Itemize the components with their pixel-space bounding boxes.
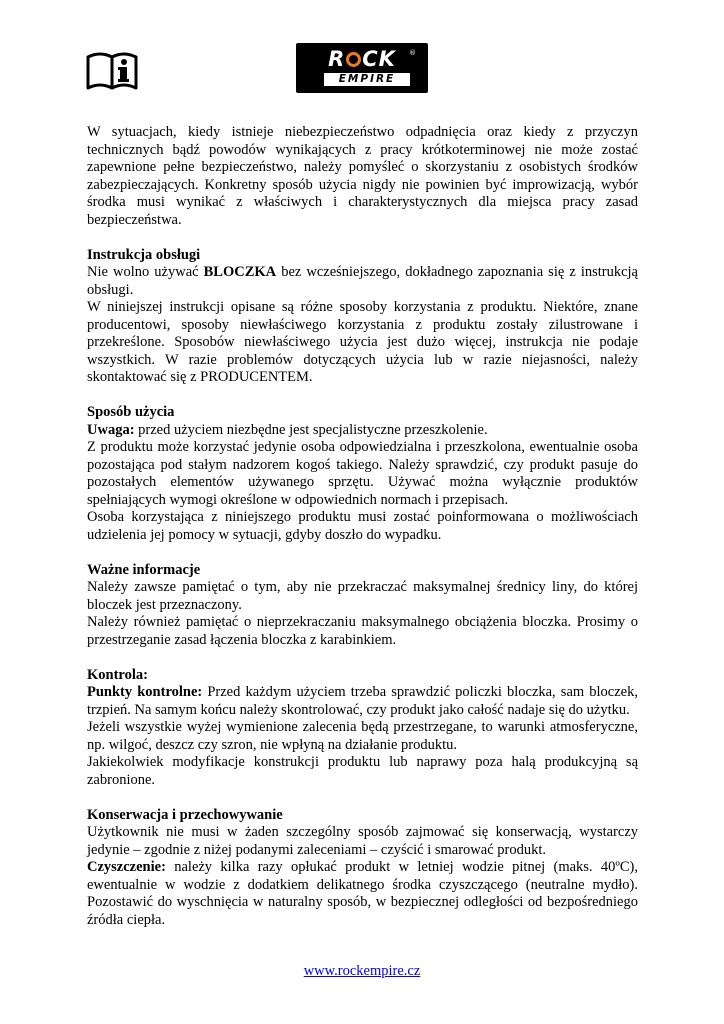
punkty-label: Punkty kontrolne:: [87, 684, 203, 700]
wazne-paragraph-2: Należy również pamiętać o nieprzekraczaniu maksymalnego obciążenia bloczka. Prosimy o przestrzeganie zasad łączenia bloczka z karabinkiem.: [87, 614, 638, 648]
page-header: [0, 40, 724, 100]
kontrola-paragraph-2: Jeżeli wszystkie wyżej wymienione zalecenia będą przestrzegane, to warunki atmosferyczne, np. wilgoć, deszcz czy szron, nie wpłyną na działanie produktu.: [87, 719, 638, 753]
kontrola-paragraph-1: Punkty kontrolne: Przed każdym użyciem trzeba sprawdzić policzki bloczka, sam bloczek, trzpień. Na samym końcu należy skontrolować, czy produkt jako całość nadaje się do użytku.: [87, 684, 638, 718]
logo-empire-text: EMPIRE: [324, 73, 410, 86]
section-heading-wazne: Ważne informacje: [87, 561, 201, 578]
page-footer: [0, 963, 724, 980]
document-body: [87, 124, 638, 929]
konserwacja-paragraph-2: Czyszczenie: należy kilka razy opłukać produkt w letniej wodzie pitnej (maks. 40ºC), ewentualnie w wodzie z dodatkiem delikatnego środka czyszczącego (neutralne mydło). Pozostawić do wyschnięcia w naturalny sposób, w bezpiecznej odległości od bezpośredniego źródła ciepła.: [87, 859, 638, 928]
uwaga-label: Uwaga:: [87, 421, 135, 438]
sposob-paragraph-2: Z produktu może korzystać jedynie osoba odpowiedzialna i przeszkolona, ewentualnie osoba pozostająca pod stałym nadzorem kogoś takiego. Należy sprawdzić, czy produkt pasuje do pozostałych elementów używanego sprzętu. Używać można wyłącznie produktów spełniających wymogi określone w odpowiednich normach i przepisach.: [87, 439, 638, 508]
instrukcja-paragraph-2: W niniejszej instrukcji opisane są różne sposoby korzystania z produktu. Niektóre, znane producentowi, sposoby niewłaściwego korzystania z produktu zostały zilustrowane i przekreślone. Sposobów niewłaściwego użycia jest dużo więcej, instrukcja nie podaje wszystkich. W razie problemów dotyczących użycia lub w razie niejasności, należy skontaktować się z PRODUCENTEM.: [87, 299, 638, 385]
logo-o-ring: [346, 52, 361, 67]
section-heading-konserwacja: Konserwacja i przechowywanie: [87, 806, 283, 823]
section-heading-sposob: Sposób użycia: [87, 404, 175, 420]
section-heading-instrukcja: Instrukcja obsługi: [87, 246, 201, 263]
logo-registered: ®: [409, 49, 416, 57]
kontrola-paragraph-3: Jakiekolwiek modyfikacje konstrukcji produktu lub naprawy poza halą produkcyjną są zabronione.: [87, 754, 638, 788]
website-link[interactable]: www.rockempire.cz: [303, 963, 421, 979]
rock-empire-logo: [296, 43, 428, 93]
logo-ck: CK: [362, 47, 396, 71]
sposob-paragraph-1: Uwaga: przed użyciem niezbędne jest specjalistyczne przeszkolenie.: [87, 421, 488, 438]
instrukcja-paragraph-1: Nie wolno używać BLOCZKA bez wcześniejszego, dokładnego zapoznania się z instrukcją obsługi.: [87, 264, 638, 298]
info-book-icon: [86, 50, 138, 90]
section-heading-kontrola: Kontrola:: [87, 666, 148, 683]
czyszczenie-label: Czyszczenie:: [87, 859, 166, 875]
product-name: BLOCZKA: [203, 264, 277, 280]
logo-r: R: [328, 47, 346, 71]
intro-paragraph: W sytuacjach, kiedy istnieje niebezpieczeństwo odpadnięcia oraz kiedy z przyczyn technicznych bądź powodów wynikających z pracy krótkoterminowej nie może zostać zapewnione pełne bezpieczeństwo, należy pomyśleć o skorzystaniu z osobistych środków zabezpieczających. Konkretny sposób użycia nigdy nie powinien być improwizacją, wybór środka musi wynikać z właściwych i charakterystycznych dla miejsca pracy zasad bezpieczeństwa.: [87, 124, 638, 228]
wazne-paragraph-1: Należy zawsze pamiętać o tym, aby nie przekraczać maksymalnej średnicy liny, do której bloczek jest przeznaczony.: [87, 579, 638, 613]
sposob-paragraph-3: Osoba korzystająca z niniejszego produktu musi zostać poinformowana o możliwościach udzielenia jej pomocy w sytuacji, gdyby doszło do wypadku.: [87, 509, 638, 543]
konserwacja-paragraph-1: Użytkownik nie musi w żaden szczególny sposób zajmować się konserwacją, wystarczy jedynie – zgodnie z niżej podanymi zaleceniami – czyścić i smarować produkt.: [87, 824, 638, 858]
